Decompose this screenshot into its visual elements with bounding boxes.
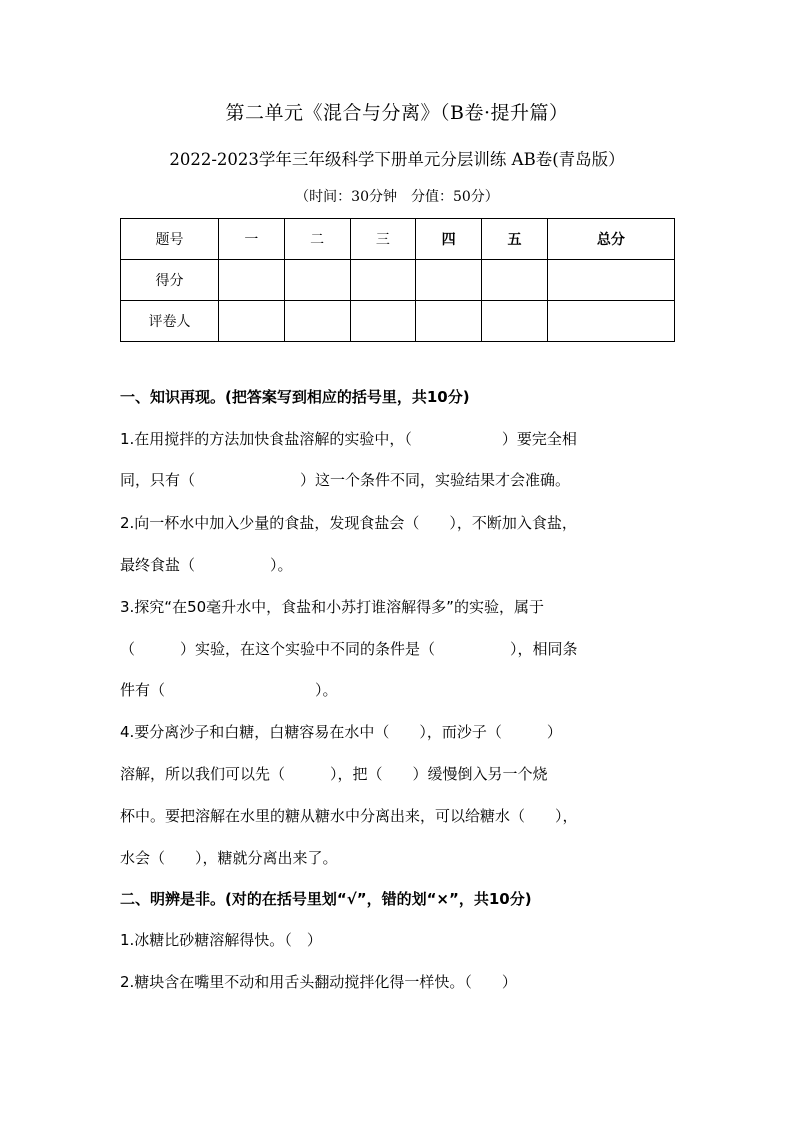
score-cell xyxy=(219,260,285,301)
header-cell: 二 xyxy=(284,219,350,260)
question-line: 3.探究“在50毫升水中，食盐和小苏打谁溶解得多”的实验，属于 xyxy=(120,598,544,616)
question-line: 溶解，所以我们可以先（ ），把（ ）缓慢倒入另一个烧 xyxy=(120,765,548,783)
question-line: 2.向一杯水中加入少量的食盐，发现食盐会（ ），不断加入食盐， xyxy=(120,514,577,532)
header-cell: 总分 xyxy=(547,219,674,260)
header-cell: 一 xyxy=(219,219,285,260)
header-cell: 四 xyxy=(416,219,482,260)
header-cell: 三 xyxy=(350,219,416,260)
grader-cell xyxy=(219,301,285,342)
question-line: 水会（ ），糖就分离出来了。 xyxy=(120,849,338,867)
row-label: 评卷人 xyxy=(121,301,219,342)
grader-cell xyxy=(416,301,482,342)
score-cell xyxy=(350,260,416,301)
score-cell xyxy=(284,260,350,301)
grader-cell xyxy=(350,301,416,342)
header-cell: 五 xyxy=(482,219,548,260)
row-label: 得分 xyxy=(121,260,219,301)
score-row xyxy=(121,260,675,301)
page-title: 第二单元《混合与分离》（B卷·提升篇） xyxy=(225,102,569,124)
grader-cell xyxy=(482,301,548,342)
page-subtitle: 2022-2023学年三年级科学下册单元分层训练 AB卷(青岛版） xyxy=(169,150,625,169)
score-cell xyxy=(547,260,674,301)
question-line: 杯中。要把溶解在水里的糖从糖水中分离出来，可以给糖水（ ）， xyxy=(120,807,578,825)
grader-cell xyxy=(547,301,674,342)
question-line: 4.要分离沙子和白糖，白糖容易在水中（ ），而沙子（ ） xyxy=(120,723,562,741)
question-line: 1.冰糖比砂糖溶解得快。（ ） xyxy=(120,931,322,949)
section-2-heading: 二、明辨是非。(对的在括号里划“√”，错的划“×”，共10分) xyxy=(120,890,532,908)
score-cell xyxy=(416,260,482,301)
question-line: 同，只有（ ）这一个条件不同，实验结果才会准确。 xyxy=(120,471,571,489)
question-line: 最终食盐（ ）。 xyxy=(120,556,293,574)
header-cell: 题号 xyxy=(121,219,219,260)
score-table-header-row xyxy=(121,219,675,260)
question-line: 1.在用搅拌的方法加快食盐溶解的实验中，（ ）要完全相 xyxy=(120,430,577,448)
grader-cell xyxy=(284,301,350,342)
question-line: 2.糖块含在嘴里不动和用舌头翻动搅拌化得一样快。（ ） xyxy=(120,973,517,991)
score-cell xyxy=(482,260,548,301)
question-line: 件有（ ）。 xyxy=(120,681,338,699)
question-line: （ ）实验，在这个实验中不同的条件是（ ），相同条 xyxy=(120,640,578,658)
section-1-heading: 一、知识再现。(把答案写到相应的括号里，共10分) xyxy=(120,388,470,406)
time-info: （时间：30分钟 分值：50分） xyxy=(295,189,499,205)
grader-row xyxy=(121,301,675,342)
score-table xyxy=(120,218,675,342)
